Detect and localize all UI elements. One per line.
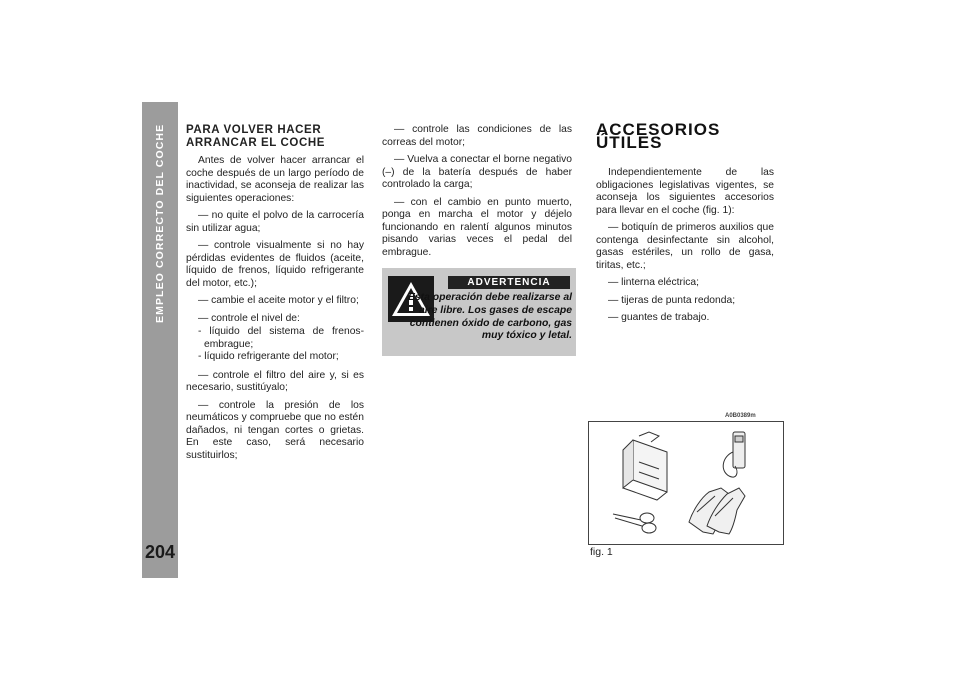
page-number: 204	[144, 542, 176, 562]
paragraph: Antes de volver hacer arrancar el coche después de un largo período de inactividad, se aconseja de realizar las siguientes operaciones:	[186, 155, 364, 204]
gloves-icon	[689, 488, 745, 534]
list-item: — cambie el aceite motor y el filtro;	[198, 295, 359, 306]
section-heading-restart: PARA VOLVER HACER ARRANCAR EL COCHE	[186, 124, 326, 149]
warning-text: Esta operación debe realizarse al aire libre. Los gases de escape contienen óxido de carbono, gas muy tóxico y letal.	[407, 292, 572, 342]
scissors-icon	[613, 513, 656, 533]
figure-label: fig. 1	[590, 546, 613, 558]
list-item: — controle la presión de los neumáticos y compruebe que no estén dañados, ni tengan cortes o grietas. En este caso, será necesario sustituirlos;	[186, 399, 364, 461]
warning-box	[382, 268, 576, 356]
list-item: — controle visualmente si no hay pérdidas evidentes de fluidos (aceite, líquido de frenos, líquido refrigerante del motor, etc.);	[186, 240, 364, 289]
list-item: — no quite el polvo de la carrocería sin utilizar agua;	[186, 210, 364, 234]
paragraph: Independientemente de las obligaciones legislativas vigentes, se aconseja los siguientes accesorios para llevar en el coche (fig. 1):	[596, 167, 774, 216]
sub-list-item: - líquido refrigerante del motor;	[198, 351, 339, 362]
figure-accessories	[588, 421, 784, 545]
first-aid-kit-icon	[623, 432, 667, 500]
list-item: — botiquín de primeros auxilios que contenga desinfectante sin alcohol, gasas estériles, un rollo de gasa, tiritas, etc.;	[596, 222, 774, 271]
section-title: EMPLEO CORRECTO DEL COCHE	[154, 124, 166, 324]
figure-code: A0B0389m	[725, 413, 756, 419]
section-heading-accessories: ACCESORIOS ÚTILES	[596, 120, 721, 152]
accessories-illustration	[589, 422, 783, 544]
warning-title: ADVERTENCIA	[448, 276, 570, 289]
flashlight-icon	[723, 432, 745, 477]
sidebar	[142, 102, 178, 578]
list-item: — Vuelva a conectar el borne negativo (–) de la batería después de haber controlado la carga;	[382, 154, 572, 190]
list-item: — con el cambio en punto muerto, ponga en marcha el motor y déjelo funcionando en ralentí algunos minutos pisando varias veces el pedal del embrague.	[382, 196, 572, 258]
sub-list-item: - líquido del sistema de frenos-embrague;	[198, 326, 364, 350]
list-item: — controle el nivel de:	[198, 312, 300, 324]
list-item: — guantes de trabajo.	[608, 312, 710, 323]
column-1	[186, 124, 364, 467]
column-3	[596, 120, 774, 330]
list-item: — controle las condiciones de las correas del motor;	[382, 124, 572, 148]
list-item: — controle el filtro del aire y, si es necesario, sustitúyalo;	[186, 369, 364, 393]
column-2	[382, 124, 572, 264]
list-item: — linterna eléctrica;	[608, 277, 699, 288]
list-item: — tijeras de punta redonda;	[608, 294, 736, 306]
